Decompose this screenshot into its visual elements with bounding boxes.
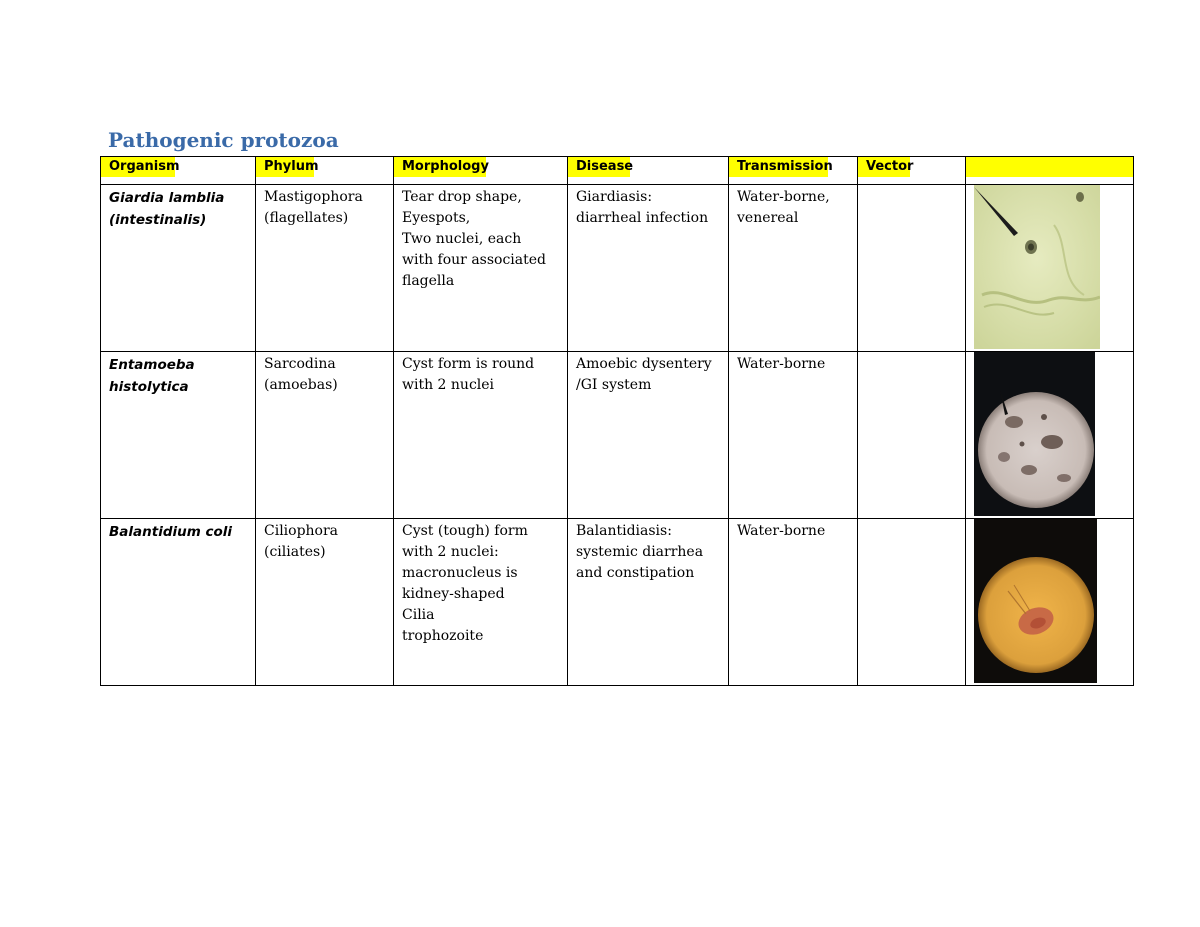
- morphology-cell: Cyst form is round with 2 nuclei: [394, 352, 568, 519]
- table-row: [101, 519, 1134, 686]
- disease-cell: Giardiasis: diarrheal infection: [568, 185, 729, 352]
- image-cell: [966, 352, 1134, 519]
- transmission-cell: Water-borne, venereal: [729, 185, 858, 352]
- transmission-cell: Water-borne: [729, 519, 858, 686]
- image-cell: [966, 185, 1134, 352]
- disease-cell: Amoebic dysentery /GI system: [568, 352, 729, 519]
- organism-cell: Entamoeba histolytica: [101, 352, 256, 519]
- table-row: [101, 185, 1134, 352]
- transmission-cell: Water-borne: [729, 352, 858, 519]
- vector-cell: [858, 519, 966, 686]
- organism-cell: Giardia lamblia (intestinalis): [101, 185, 256, 352]
- morphology-cell: Tear drop shape, Eyespots, Two nuclei, each with four associated flagella: [394, 185, 568, 352]
- disease-cell: Balantidiasis: systemic diarrhea and constipation: [568, 519, 729, 686]
- header-vector: Vector: [858, 157, 966, 185]
- microscope-image-entamoeba: [974, 352, 1095, 516]
- table-row: [101, 352, 1134, 519]
- phylum-cell: Mastigophora (flagellates): [256, 185, 394, 352]
- header-disease: Disease: [568, 157, 729, 185]
- table-header-row: [101, 157, 1134, 185]
- header-image: [966, 157, 1134, 185]
- microscope-image-balantidium: [974, 519, 1097, 683]
- phylum-cell: Sarcodina (amoebas): [256, 352, 394, 519]
- vector-cell: [858, 185, 966, 352]
- header-phylum: Phylum: [256, 157, 394, 185]
- page-title: Pathogenic protozoa: [108, 128, 339, 152]
- vector-cell: [858, 352, 966, 519]
- image-cell: [966, 519, 1134, 686]
- header-organism: Organism: [101, 157, 256, 185]
- protozoa-table: [100, 156, 1134, 686]
- phylum-cell: Ciliophora (ciliates): [256, 519, 394, 686]
- morphology-cell: Cyst (tough) form with 2 nuclei: macronucleus is kidney-shaped Cilia trophozoite: [394, 519, 568, 686]
- header-morphology: Morphology: [394, 157, 568, 185]
- header-transmission: Transmission: [729, 157, 858, 185]
- organism-cell: Balantidium coli: [101, 519, 256, 686]
- microscope-image-giardia: [974, 185, 1100, 349]
